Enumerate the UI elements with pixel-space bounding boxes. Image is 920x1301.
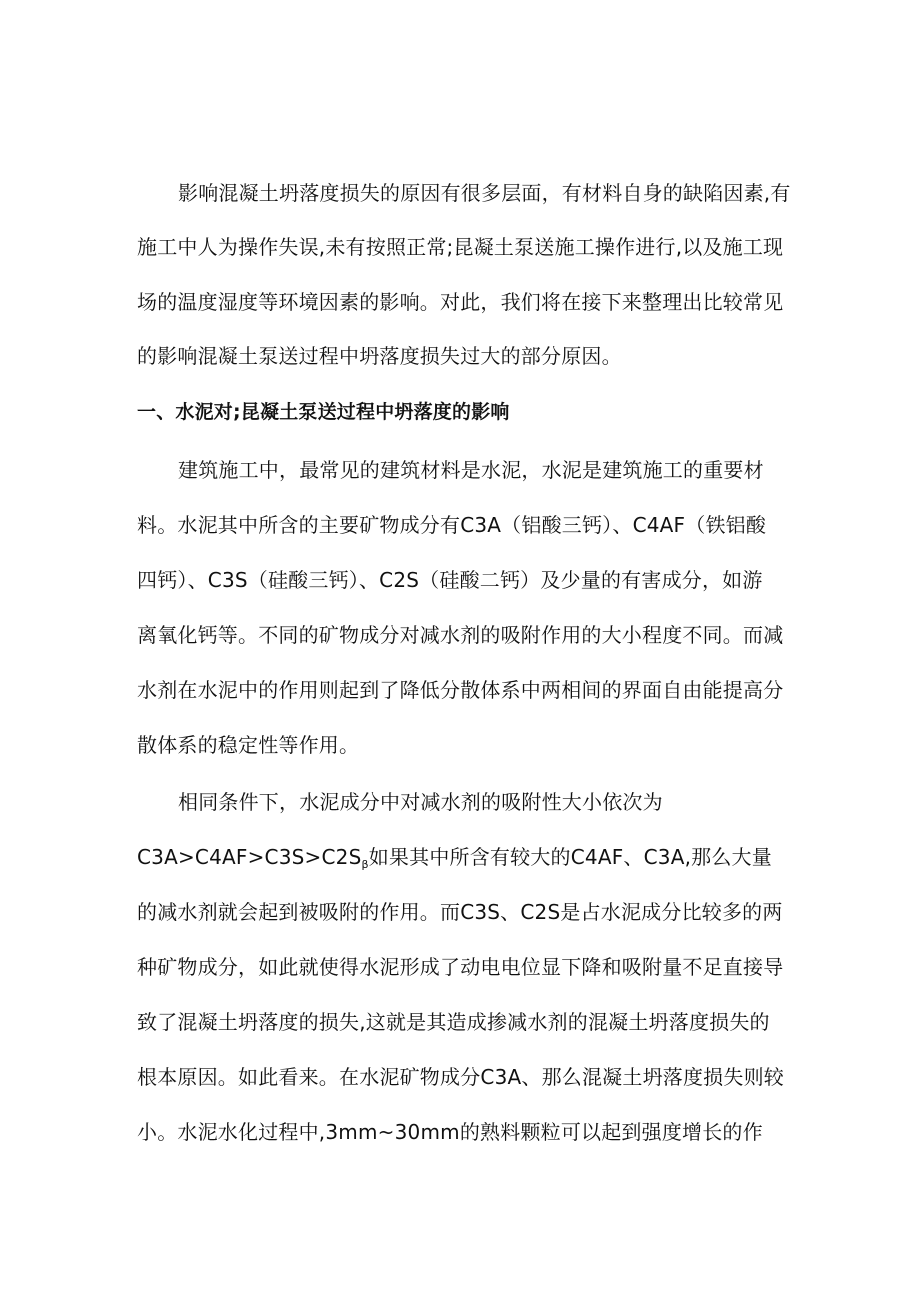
formula-subscript: β — [361, 858, 369, 871]
paragraph-2-line-4: 离氧化钙等。不同的矿物成分对减水剂的吸附作用的大小程度不同。而减 — [137, 623, 784, 647]
paragraph-2-line-5: 水剂在水泥中的作用则起到了降低分散体系中两相间的界面自由能提高分 — [137, 678, 784, 702]
paragraph-2-line-6: 散体系的稳定性等作用。 — [137, 733, 360, 757]
paragraph-1-line-4: 的影响混凝土泵送过程中坍落度损失过大的部分原因。 — [137, 344, 622, 368]
paragraph-3-line-1: 相同条件下，水泥成分中对减水剂的吸附性大小依次为 — [178, 790, 663, 814]
paragraph-1-line-1: 影响混凝土坍落度损失的原因有很多层面，有材料自身的缺陷因素,有 — [178, 181, 791, 205]
paragraph-2-line-3: 四钙）、C3S（硅酸三钙）、C2S（硅酸二钙）及少量的有害成分，如游 — [137, 568, 763, 592]
formula-continuation: 如果其中所含有较大的C4AF、C3A,那么大量 — [368, 845, 772, 869]
paragraph-3-line-6: 根本原因。如此看来。在水泥矿物成分C3A、那么混凝土坍落度损失则较 — [137, 1065, 784, 1089]
paragraph-1-line-3: 场的温度湿度等环境因素的影响。对此，我们将在接下来整理出比较常见 — [137, 290, 784, 314]
formula-order: C3A>C4AF>C3S>C2S — [137, 845, 362, 869]
paragraph-3-line-3: 的减水剂就会起到被吸附的作用。而C3S、C2S是占水泥成分比较多的两 — [137, 900, 783, 924]
paragraph-2-line-2: 料。水泥其中所含的主要矿物成分有C3A（铝酸三钙）、C4AF（铁铝酸 — [137, 513, 767, 537]
paragraph-2-line-1: 建筑施工中，最常见的建筑材料是水泥，水泥是建筑施工的重要材 — [178, 458, 764, 482]
paragraph-3-line-5: 致了混凝土坍落度的损失,这就是其造成掺减水剂的混凝土坍落度损失的 — [137, 1010, 770, 1034]
paragraph-3-line-2 — [137, 843, 787, 871]
paragraph-3-line-4: 种矿物成分，如此就使得水泥形成了动电电位显下降和吸附量不足直接导 — [137, 955, 784, 979]
paragraph-1-line-2: 施工中人为操作失误,未有按照正常;昆凝土泵送施工操作进行,以及施工现 — [137, 235, 784, 259]
section-heading: 一、水泥对;昆凝土泵送过程中坍落度的影响 — [137, 401, 510, 423]
paragraph-3-line-7: 小。水泥水化过程中,3mm~30mm的熟料颗粒可以起到强度增长的作 — [137, 1120, 763, 1144]
